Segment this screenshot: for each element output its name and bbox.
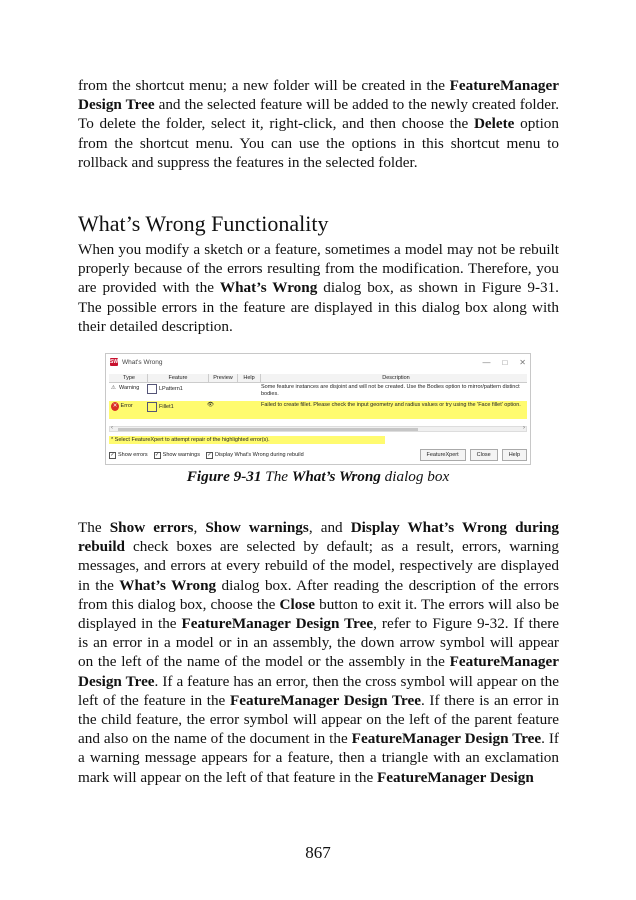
fillet-feature-icon	[147, 402, 157, 412]
solidworks-icon: SW	[110, 359, 119, 365]
minimize-icon[interactable]: —	[482, 357, 491, 367]
table-header	[109, 374, 527, 383]
column-header-help[interactable]: Help	[238, 374, 261, 382]
maximize-icon[interactable]: □	[502, 357, 508, 367]
dialog-title: What's Wrong	[122, 358, 163, 366]
show-errors-checkbox[interactable]: ✓ Show errors	[110, 451, 148, 458]
pattern-feature-icon	[147, 384, 157, 394]
preview-eye-icon[interactable]: 👁	[207, 402, 214, 408]
close-icon[interactable]: ✕	[519, 357, 526, 367]
column-header-preview[interactable]: Preview	[209, 374, 238, 382]
horizontal-scrollbar[interactable]	[109, 426, 527, 432]
body-paragraph-3: The Show errors, Show warnings, and Display What’s Wrong during rebuild check boxes are selected by default; as a result, errors, warning messages, and errors at every rebuild of the model, respectively are displayed in the What’s Wrong dialog box. After reading the description of the errors from this dialog box, choose the Close button to exit it. The errors will also be displayed in the FeatureManager Design Tree, refer to Figure 9-32. If there is an error in a model or in an assembly, the down arrow symbol will appear on the left of the name of the model or the assembly in the FeatureManager Design Tree. If a feature has an error, then the cross symbol will appear on the left of the feature in the FeatureManager Design Tree. If there is an error in the child feature, the error symbol will appear on the left of the parent feature and also on the name of the document in the FeatureManager Design Tree. If a warning message appears for a feature, then a triangle with an exclamation mark will appear on the left of that feature in the FeatureManager Design	[78, 519, 560, 786]
whats-wrong-dialog-figure	[105, 353, 531, 465]
featurexpert-button[interactable]: FeatureXpert	[420, 449, 466, 461]
close-button[interactable]: Close	[470, 449, 498, 461]
table-row-error[interactable]: ✕ Error Fillet1 👁 Failed to create fillet. Please check the input geometry and radius values or try using the 'Face fillet' option.	[109, 401, 527, 419]
page-number: 867	[305, 843, 331, 862]
scroll-left-icon[interactable]: ‹	[111, 425, 113, 431]
errors-table	[109, 374, 527, 419]
body-paragraph-1: from the shortcut menu; a new folder will be created in the FeatureManager Design Tree and the selected feature will be added to the newly created folder. To delete the folder, select it, right-click, and then choose the Delete option from the shortcut menu. You can use the options in this shortcut menu to rollback and suppress the features in the selected folder.	[78, 77, 559, 171]
display-during-rebuild-checkbox[interactable]: ✓ Display What's Wrong during rebuild	[207, 451, 304, 458]
column-header-type[interactable]: Type	[109, 374, 148, 382]
warning-icon: ⚠	[111, 385, 116, 391]
show-warnings-checkbox[interactable]: ✓ Show warnings	[155, 451, 200, 458]
scroll-right-icon[interactable]: ›	[523, 425, 525, 431]
dialog-titlebar	[106, 354, 530, 370]
error-icon: ✕	[112, 403, 118, 409]
body-paragraph-2: When you modify a sketch or a feature, sometimes a model may not be rebuilt properly because of the errors resulting from the modification. Therefore, you are provided with the What’s Wrong dialog box, as shown in Figure 9-31. The possible errors in the feature are displayed in this dialog box along with their detailed description.	[78, 241, 559, 335]
figure-caption: Figure 9-31 The What’s Wrong dialog box	[186, 468, 450, 485]
table-row-warning[interactable]: ⚠ Warning LPattern1 Some feature instances are disjoint and will not be created. Use the Bodies option to mirror/pattern distinct bodies.	[111, 384, 520, 397]
help-button[interactable]: Help	[502, 449, 527, 461]
column-header-feature[interactable]: Feature	[148, 374, 209, 382]
section-heading: What’s Wrong Functionality	[78, 211, 329, 236]
column-header-description[interactable]: Description	[382, 375, 410, 381]
featurexpert-hint: * Select FeatureXpert to attempt repair of the highlighted error(s).	[109, 436, 385, 444]
